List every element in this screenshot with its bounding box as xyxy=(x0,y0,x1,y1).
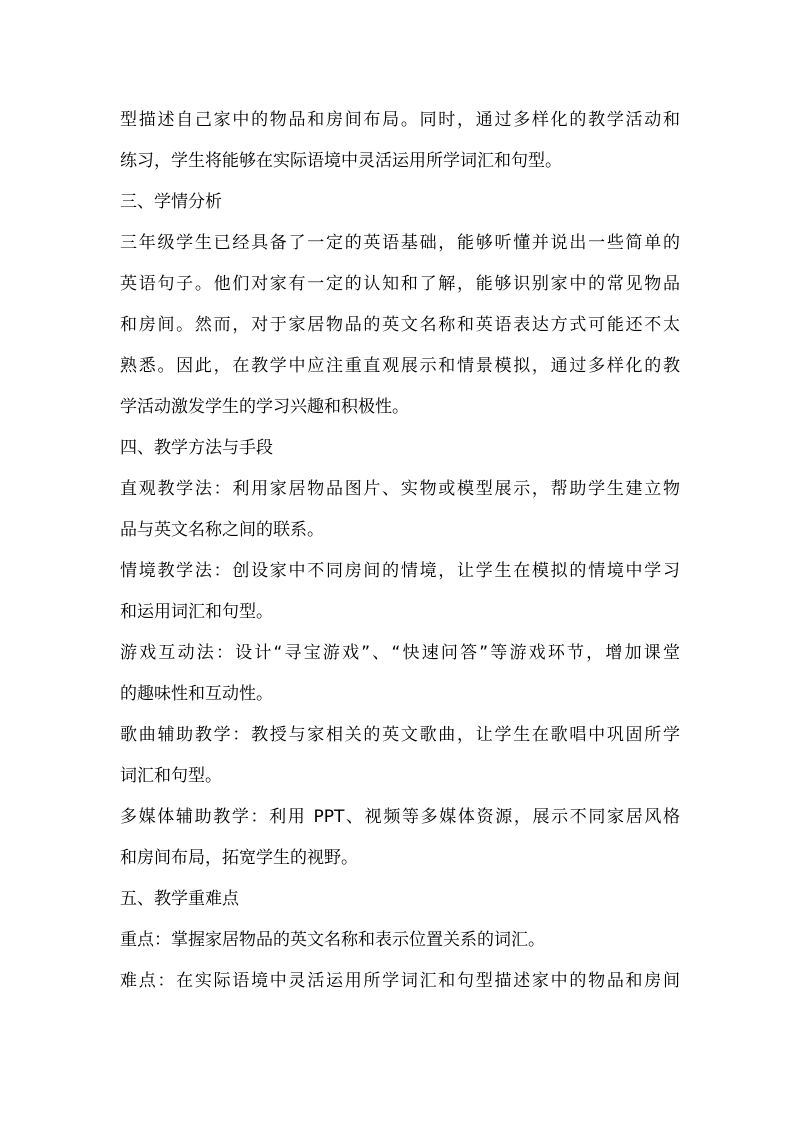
paragraph-line: 品与英文名称之间的联系。 xyxy=(120,520,324,540)
paragraph-line: 英语句子。他们对家有一定的认知和了解，能够识别家中的常见物品 xyxy=(120,274,680,294)
section-heading: 五、教学重难点 xyxy=(120,889,239,909)
paragraph-line: 歌曲辅助教学：教授与家相关的英文歌曲，让学生在歌唱中巩固所学 xyxy=(120,725,680,745)
paragraph-line: 学活动激发学生的学习兴趣和积极性。 xyxy=(120,397,409,417)
paragraph-line: 重点：掌握家居物品的英文名称和表示位置关系的词汇。 xyxy=(120,930,545,950)
paragraph-line: 和房间。然而，对于家居物品的英文名称和英语表达方式可能还不太 xyxy=(120,315,680,335)
paragraph-line: 和房间布局，拓宽学生的视野。 xyxy=(120,848,358,868)
document-body xyxy=(120,100,680,1002)
paragraph-line: 多媒体辅助教学：利用 PPT、视频等多媒体资源，展示不同家居风格 xyxy=(120,807,680,827)
paragraph-line: 熟悉。因此，在教学中应注重直观展示和情景模拟，通过多样化的教 xyxy=(120,356,680,376)
section-heading: 四、教学方法与手段 xyxy=(120,438,273,458)
paragraph-line: 三年级学生已经具备了一定的英语基础，能够听懂并说出一些简单的 xyxy=(120,233,680,253)
section-heading: 三、学情分析 xyxy=(120,192,222,212)
paragraph-line: 难点：在实际语境中灵活运用所学词汇和句型描述家中的物品和房间 xyxy=(120,971,680,991)
paragraph-line: 型描述自己家中的物品和房间布局。同时，通过多样化的教学活动和 xyxy=(120,110,680,130)
paragraph-line: 练习，学生将能够在实际语境中灵活运用所学词汇和句型。 xyxy=(120,151,562,171)
paragraph-line: 和运用词汇和句型。 xyxy=(120,602,273,622)
paragraph-line: 直观教学法：利用家居物品图片、实物或模型展示，帮助学生建立物 xyxy=(120,479,680,499)
paragraph-line: 游戏互动法：设计“寻宝游戏”、“快速问答”等游戏环节，增加课堂 xyxy=(120,643,680,663)
paragraph-line: 情境教学法：创设家中不同房间的情境，让学生在模拟的情境中学习 xyxy=(120,561,680,581)
paragraph-line: 的趣味性和互动性。 xyxy=(120,684,273,704)
paragraph-line: 词汇和句型。 xyxy=(120,766,222,786)
